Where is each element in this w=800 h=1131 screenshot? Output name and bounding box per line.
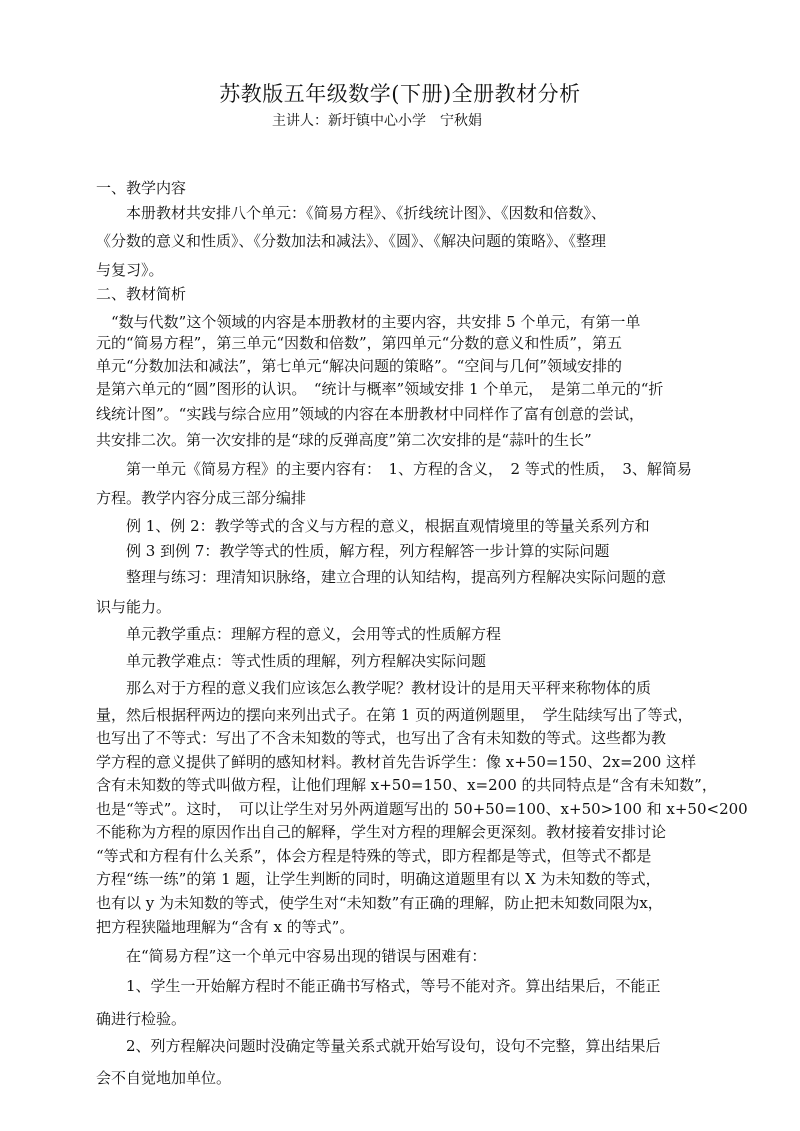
paragraph-line: 单元教学重点：理解方程的意义，会用等式的性质解方程 <box>96 625 502 643</box>
paragraph-line: 例 1、例 2：教学等式的含义与方程的意义，根据直观情境里的等量关系列方和 <box>96 517 650 535</box>
paragraph-line: 线统计图”。“实践与综合应用”领域的内容在本册教材中同样作了富有创意的尝试， <box>96 405 645 423</box>
paragraph-line: 也写出了不等式：写出了不含未知数的等式，也写出了含有未知数的等式。这些都为教 <box>96 729 667 747</box>
paragraph-line: 2、列方程解决问题时没确定等量关系式就开始写设句，设句不完整，算出结果后 <box>96 1037 661 1055</box>
paragraph-line: 单元“分数加法和减法”，第七单元“解决问题的策略”。“空间与几何”领域安排的 <box>96 357 623 375</box>
paragraph-line: 例 3 到例 7：教学等式的性质，解方程，列方程解答一步计算的实际问题 <box>96 542 610 560</box>
paragraph-line: 识与能力。 <box>96 598 172 616</box>
paragraph-line: 把方程狭隘地理解为“含有 x 的等式”。 <box>96 918 355 936</box>
document-subtitle: 主讲人：新圩镇中心小学 宁秋娟 <box>272 113 482 129</box>
paragraph-line: “等式和方程有什么关系”，体会方程是特殊的等式，即方程都是等式，但等式不都是 <box>96 847 652 865</box>
document-title: 苏教版五年级数学(下册)全册教材分析 <box>219 82 581 106</box>
paragraph-line: 整理与练习：理清知识脉络，建立合理的认知结构，提高列方程解决实际问题的意 <box>96 568 667 586</box>
paragraph-line: 在“简易方程”这一个单元中容易出现的错误与困难有： <box>96 947 487 965</box>
paragraph-line: 本册教材共安排八个单元：《简易方程》、《折线统计图》、《因数和倍数》、 <box>96 204 607 222</box>
paragraph-line: 量，然后根据秤两边的摆向来列出式子。在第 1 页的两道例题里， 学生陆续写出了等式， <box>96 706 693 724</box>
paragraph-line: 第一单元《简易方程》的主要内容有： 1、方程的含义， 2 等式的性质， 3、解简易 <box>96 460 692 478</box>
paragraph-line: 元的“简易方程”，第三单元“因数和倍数”，第四单元“分数的意义和性质”，第五 <box>96 334 623 352</box>
paragraph-line: 《分数的意义和性质》、《分数加法和减法》、《圆》、《解决问题的策略》、《整理 <box>96 232 607 250</box>
section-heading: 二、教材简析 <box>96 285 187 303</box>
paragraph-line: 确进行检验。 <box>96 1010 187 1028</box>
paragraph-line: 与复习》。 <box>96 261 164 279</box>
paragraph-line: 方程。教学内容分成三部分编排 <box>96 489 307 507</box>
section-heading: 一、教学内容 <box>96 179 187 197</box>
paragraph-line: 也是“等式”。这时， 可以让学生对另外两道题写出的 50+50=100、x+50>100 和 x+50<200 <box>96 800 748 818</box>
paragraph-line: 共安排二次。第一次安排的是“球的反弹高度”第二次安排的是“蒜叶的生长” <box>96 431 592 449</box>
paragraph-line: 会不自觉地加单位。 <box>96 1069 232 1087</box>
paragraph-line: 那么对于方程的意义我们应该怎么教学呢？教材设计的是用天平秤来称物体的质 <box>96 679 652 697</box>
paragraph-line: 1、学生一开始解方程时不能正确书写格式，等号不能对齐。算出结果后，不能正 <box>96 977 661 995</box>
paragraph-line: 学方程的意义提供了鲜明的感知材料。教材首先告诉学生：像 x+50=150、2x=200 这样 <box>96 753 697 771</box>
paragraph-line: 单元教学难点：等式性质的理解，列方程解决实际问题 <box>96 652 487 670</box>
paragraph-line: 是第六单元的“圆”图形的认识。 “统计与概率”领域安排 1 个单元， 是第二单元的“折 <box>96 380 664 398</box>
paragraph-line: 不能称为方程的原因作出自己的解释，学生对方程的理解会更深刻。教材接着安排讨论 <box>96 823 667 841</box>
paragraph-line: 方程“练一练”的第 1 题，让学生判断的同时，明确这道题里有以 X 为未知数的等式， <box>96 870 661 888</box>
paragraph-line: “数与代数”这个领域的内容是本册教材的主要内容，共安排 5 个单元，有第一单 <box>96 313 641 331</box>
paragraph-line: 也有以 y 为未知数的等式，使学生对“未知数”有正确的理解，防止把未知数同限为x， <box>96 894 663 912</box>
paragraph-line: 含有未知数的等式叫做方程，让他们理解 x+50=150、x=200 的共同特点是“含有未知数”， <box>96 776 717 794</box>
